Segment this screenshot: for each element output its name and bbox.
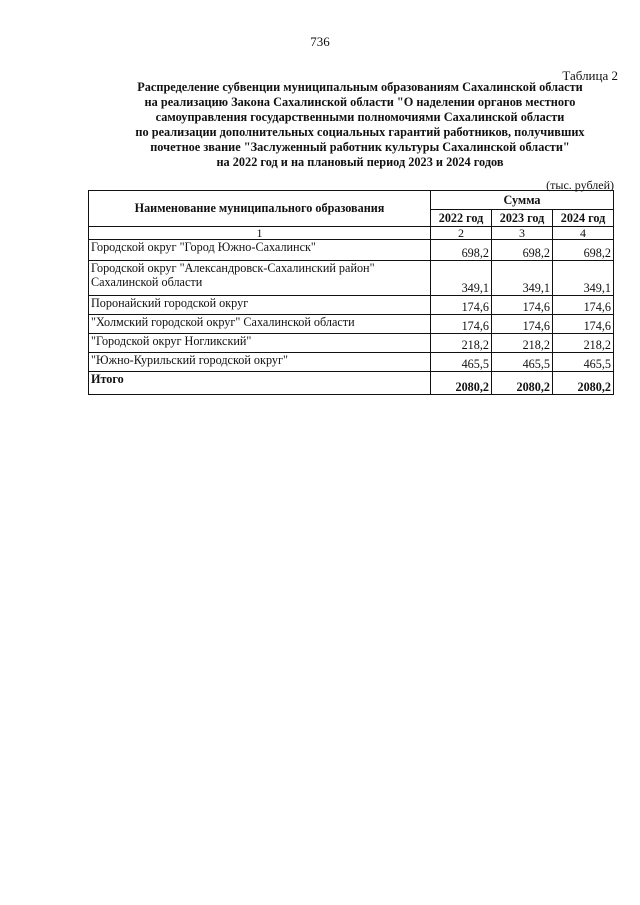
header-year-2024: 2024 год — [553, 210, 614, 227]
header-year-2023: 2023 год — [492, 210, 553, 227]
total-2024: 2080,2 — [553, 372, 614, 395]
municipality-name: Поронайский городской округ — [89, 296, 431, 315]
document-title — [90, 80, 630, 170]
value-2022: 174,6 — [431, 296, 492, 315]
table-row — [89, 315, 614, 334]
value-2024: 174,6 — [553, 296, 614, 315]
total-row — [89, 372, 614, 395]
value-2023: 174,6 — [492, 296, 553, 315]
units-label: (тыс. рублей) — [546, 178, 614, 192]
value-2023: 174,6 — [492, 315, 553, 334]
table-header-row — [89, 191, 614, 210]
municipality-name: "Городской округ Ногликский" — [89, 334, 431, 353]
subvention-table — [88, 190, 614, 395]
total-label: Итого — [89, 372, 431, 395]
table-row — [89, 334, 614, 353]
value-2024: 349,1 — [553, 261, 614, 296]
table-row — [89, 296, 614, 315]
title-line: Распределение субвенции муниципальным образованиям Сахалинской области — [137, 80, 583, 94]
value-2023: 465,5 — [492, 353, 553, 372]
municipality-name: Городской округ "Александровск-Сахалинский район" Сахалинской области — [89, 261, 431, 296]
value-2022: 698,2 — [431, 240, 492, 261]
page-number: 736 — [310, 34, 330, 49]
header-municipality: Наименование муниципального образования — [89, 191, 431, 227]
title-line: почетное звание "Заслуженный работник культуры Сахалинской области" — [150, 140, 570, 154]
value-2023: 349,1 — [492, 261, 553, 296]
value-2024: 218,2 — [553, 334, 614, 353]
municipality-name: Городской округ "Город Южно-Сахалинск" — [89, 240, 431, 261]
table-index-row — [89, 227, 614, 240]
table-row — [89, 240, 614, 261]
value-2024: 465,5 — [553, 353, 614, 372]
value-2022: 174,6 — [431, 315, 492, 334]
title-line: на реализацию Закона Сахалинской области "О наделении органов местного — [144, 95, 576, 109]
municipality-name: "Южно-Курильский городской округ" — [89, 353, 431, 372]
table-label: Таблица 2 — [562, 68, 618, 83]
value-2022: 218,2 — [431, 334, 492, 353]
index-cell: 3 — [492, 227, 553, 240]
table-row — [89, 261, 614, 296]
value-2023: 218,2 — [492, 334, 553, 353]
index-cell: 4 — [553, 227, 614, 240]
municipality-name: "Холмский городской округ" Сахалинской области — [89, 315, 431, 334]
header-year-2022: 2022 год — [431, 210, 492, 227]
title-line: на 2022 год и на плановый период 2023 и 2024 годов — [216, 155, 504, 169]
table-row — [89, 353, 614, 372]
index-cell: 1 — [89, 227, 431, 240]
value-2022: 349,1 — [431, 261, 492, 296]
value-2024: 698,2 — [553, 240, 614, 261]
title-line: самоуправления государственными полномочиями Сахалинской области — [155, 110, 565, 124]
total-2022: 2080,2 — [431, 372, 492, 395]
value-2023: 698,2 — [492, 240, 553, 261]
header-sum: Сумма — [431, 191, 614, 210]
value-2022: 465,5 — [431, 353, 492, 372]
index-cell: 2 — [431, 227, 492, 240]
value-2024: 174,6 — [553, 315, 614, 334]
total-2023: 2080,2 — [492, 372, 553, 395]
title-line: по реализации дополнительных социальных гарантий работников, получивших — [135, 125, 585, 139]
